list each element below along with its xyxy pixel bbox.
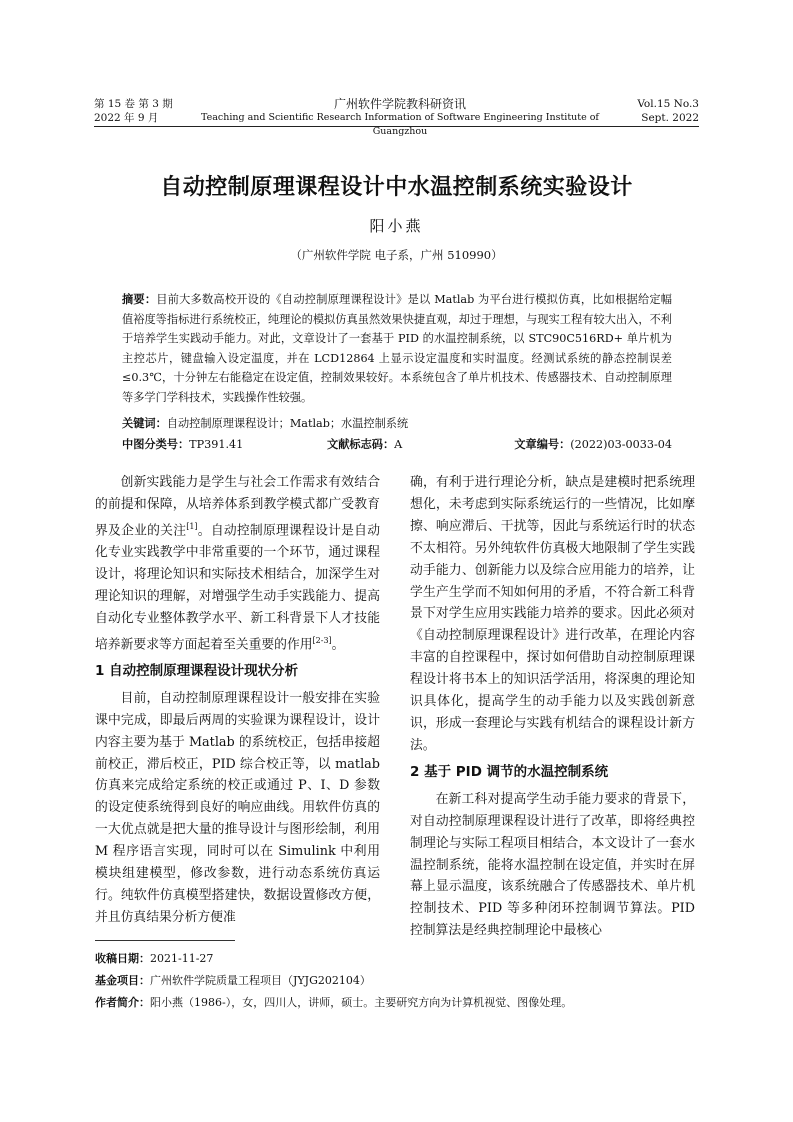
header-left xyxy=(94,97,173,125)
body-paragraph: 在新工科对提高学生动手能力要求的背景下，对自动控制原理课程设计进行了改革，即将经典控制理论与实际工程项目相结合，本文设计了一套水温控制系统，能将水温控制在设定值，并实时在屏幕上显示温度，该系统融合了传感器技术、单片机控制技术、PID 等多种闭环控制调节算法。PID 控制算法是经典控制理论中最核心 xyxy=(410,791,695,939)
paper-author: 阳小燕 xyxy=(369,217,424,235)
footnote-value: 2021-11-27 xyxy=(150,952,214,965)
footnote-value: 阳小燕（1986-），女，四川人，讲师，硕士。主要研究方向为计算机视觉、图像处理。 xyxy=(150,996,573,1009)
body-column-left xyxy=(95,472,380,929)
citation-ref: [2-3] xyxy=(312,635,332,645)
clc-value: TP391.41 xyxy=(189,438,244,451)
footnote-label: 基金项目： xyxy=(95,974,150,987)
footnote-bio xyxy=(95,995,700,1011)
body-paragraph xyxy=(95,472,380,656)
paper-title: 自动控制原理课程设计中水温控制系统实验设计 xyxy=(160,175,633,200)
paragraph-text: 创新实践能力是学生与社会工作需求有效结合的前提和保障，从培养体系到教学模式都广受教育界及企业的关注 xyxy=(95,475,380,539)
article-value: (2022)03-0033-04 xyxy=(570,438,672,451)
abstract xyxy=(122,290,672,408)
article-label: 文章编号： xyxy=(514,438,571,451)
header-center xyxy=(200,97,600,139)
keywords-label: 关键词： xyxy=(122,417,167,430)
section-heading-2: 2 基于 PID 调节的水温控制系统 xyxy=(410,763,609,780)
paper-affiliation: （广州软件学院 电子系，广州 510990） xyxy=(290,248,503,262)
header-date-cn: 2022 年 9 月 xyxy=(94,112,159,124)
doc-label: 文献标志码： xyxy=(327,438,395,451)
citation-ref: [1] xyxy=(186,521,198,531)
document-code xyxy=(327,435,402,454)
footnote-received xyxy=(95,951,700,967)
header-date-en: Sept. 2022 xyxy=(641,112,699,124)
footnote-fund xyxy=(95,973,700,989)
article-number xyxy=(514,435,672,454)
doc-value: A xyxy=(394,438,403,451)
body-paragraph: 确，有利于进行理论分析，缺点是建模时把系统理想化，未考虑到实际系统运行的一些情况，比如摩擦、响应滞后、干扰等，因此与系统运行时的状态不太相符。另外纯软件仿真极大地限制了学生实践动手能力、创新能力以及综合应用能力的培养，让学生产生学而不知如何用的矛盾，不符合新工科背景下对学生应用实践能力培养的要求。因此必须对《自动控制原理课程设计》进行改革，在理论内容丰富的自控课程中，探讨如何借助自动控制原理课程设计将书本上的知识活学活用，将深奥的理论知识具体化，提高学生的动手能力以及实践创新意识，形成一套理论与实践有机结合的课程设计新方法。 xyxy=(410,475,695,753)
keywords-text: 自动控制原理课程设计；Matlab；水温控制系统 xyxy=(166,417,409,430)
clc-number xyxy=(122,435,243,454)
abstract-text: 目前大多数高校开设的《自动控制原理课程设计》是以 Matlab 为平台进行模拟仿真，比如根据给定幅值裕度等指标进行系统校正，纯理论的模拟仿真虽然效果快捷直观，却过于理想，与现实工程有较大出入，不利于培养学生实践动手能力。对此，文章设计了一套基于 PID 的水温控制系统，以 STC90C516RD+ 单片机为主控芯片，键盘输入设定温度，并在 LCD12864 上显示设定温度和实时温度。经测试系统的静态控制误差≤0.3℃，十分钟左右能稳定在设定值，控制效果较好。本系统包含了单片机技术、传感器技术、自动控制原理等多学门学科技术，实践操作性较强。 xyxy=(122,293,672,404)
footnote-label: 作者简介： xyxy=(95,996,150,1009)
body-paragraph: 目前，自动控制原理课程设计一般安排在实验课中完成，即最后两周的实验课为课程设计，设计内容主要为基于 Matlab 的系统校正，包括串接超前校正，滞后校正，PID 综合校正等，以 matlab 仿真来完成给定系统的校正或通过 P、I、D 参数的设定使系统得到良好的响应曲线。用软件仿真的一大优点就是把大量的推导设计与图形绘制，利用 M 程序语言实现，同时可以在 Simulink 中利用模块组建模型，修改参数，进行动态系统仿真运行。纯软件仿真模型搭建快，数据设置修改方便，并且仿真结果分析方便准 xyxy=(95,690,380,925)
paragraph-text: 。自动控制原理课程设计是自动化专业实践教学中非常重要的一个环节，通过课程设计，将理论知识和实际技术相结合，加深学生对理论知识的理解，对增强学生动手实践能力、提高自动化专业整体教学水平、新工科背景下人才技能培养新要求等方面起着至关重要的作用 xyxy=(95,523,380,652)
header-rule xyxy=(94,126,699,127)
header-journal-cn: 广州软件学院教科研资讯 xyxy=(333,97,466,111)
header-journal-en: Teaching and Scientific Research Information of Software Engineering Institute of Guangzhou xyxy=(201,112,599,137)
paragraph-text: 。 xyxy=(331,636,345,652)
section-heading-1: 1 自动控制原理课程设计现状分析 xyxy=(95,662,299,679)
footnote-label: 收稿日期： xyxy=(95,952,150,965)
body-column-right xyxy=(410,472,695,942)
keywords xyxy=(122,414,672,433)
footnote-value: 广州软件学院质量工程项目（JYJG202104） xyxy=(150,974,371,987)
clc-label: 中图分类号： xyxy=(122,438,190,451)
header-volume-en: Vol.15 No.3 xyxy=(637,98,699,110)
header-volume-cn: 第 15 卷 第 3 期 xyxy=(94,98,173,110)
abstract-label: 摘要： xyxy=(122,293,157,306)
header-right xyxy=(637,97,699,125)
footnote-rule xyxy=(95,940,235,941)
